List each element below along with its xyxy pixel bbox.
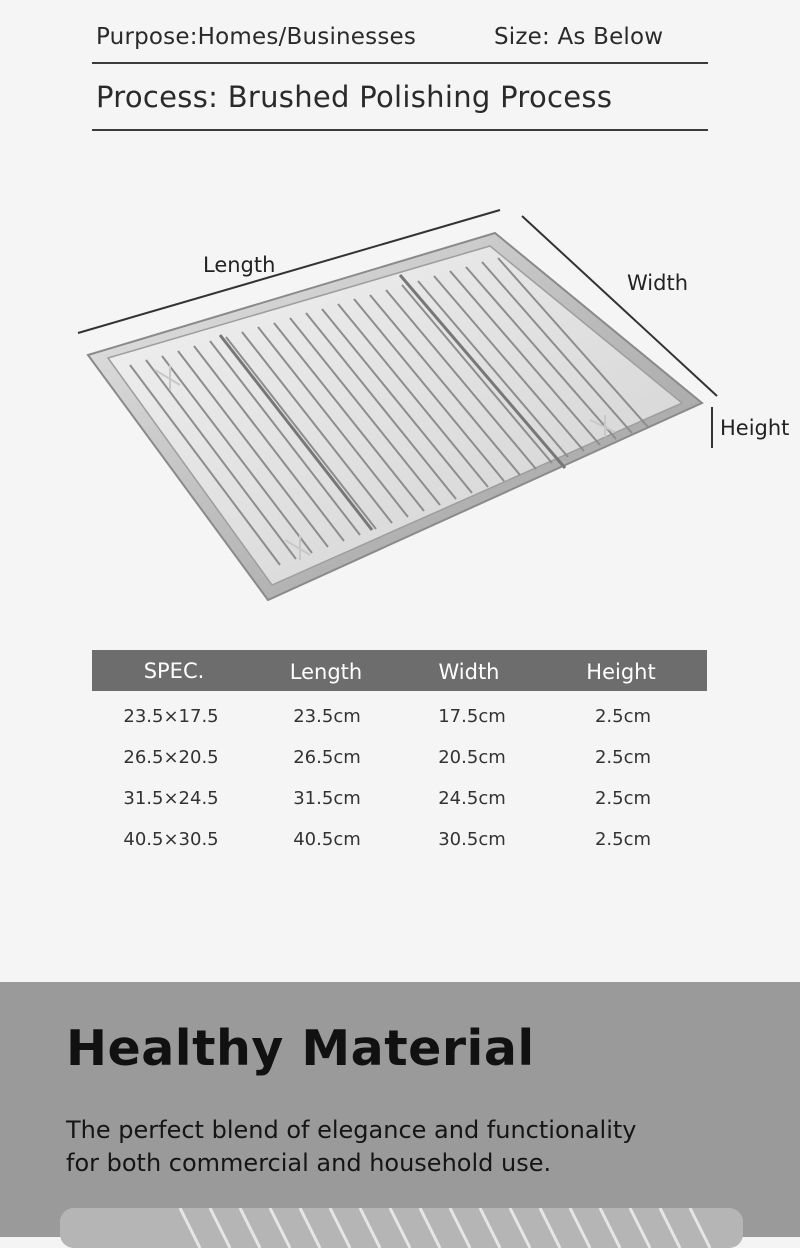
height-label: Height [720, 416, 790, 440]
header-spec: SPEC. [143, 659, 205, 683]
feature-line-1: The perfect blend of elegance and functionality [66, 1116, 637, 1144]
feature-section [0, 982, 800, 1237]
process-text: Process: Brushed Polishing Process [96, 80, 613, 114]
divider [92, 62, 708, 64]
tray-with-rack-image [60, 195, 760, 615]
header-width: Width [438, 660, 500, 684]
header-length: Length [289, 660, 363, 684]
cell-width: 30.5cm [438, 829, 506, 850]
cell-spec: 26.5×20.5 [123, 747, 219, 768]
cell-length: 31.5cm [293, 788, 361, 809]
header-height: Height [586, 660, 656, 684]
cell-spec: 23.5×17.5 [123, 706, 219, 727]
cell-length: 23.5cm [293, 706, 361, 727]
length-label: Length [203, 253, 276, 277]
cell-height: 2.5cm [594, 829, 652, 850]
size-text: Size: As Below [494, 24, 664, 50]
product-photo [60, 1208, 743, 1248]
cell-height: 2.5cm [594, 747, 652, 768]
cell-spec: 40.5×30.5 [123, 829, 219, 850]
spec-table [92, 650, 707, 850]
cell-width: 20.5cm [438, 747, 506, 768]
cell-width: 24.5cm [438, 788, 506, 809]
cell-length: 40.5cm [293, 829, 361, 850]
cell-spec: 31.5×24.5 [123, 788, 219, 809]
feature-description [66, 1114, 637, 1180]
feature-line-2: for both commercial and household use. [66, 1149, 552, 1177]
cell-length: 26.5cm [293, 747, 361, 768]
cell-width: 17.5cm [438, 706, 506, 727]
info-row [96, 24, 708, 50]
divider [92, 129, 708, 131]
feature-title: Healthy Material [66, 1020, 535, 1077]
cell-height: 2.5cm [594, 788, 652, 809]
purpose-text: Purpose:Homes/Businesses [96, 24, 417, 50]
rack-photo-wires [60, 1208, 743, 1248]
cell-height: 2.5cm [594, 706, 652, 727]
width-label: Width [627, 271, 689, 295]
spec-table-header [92, 650, 707, 691]
